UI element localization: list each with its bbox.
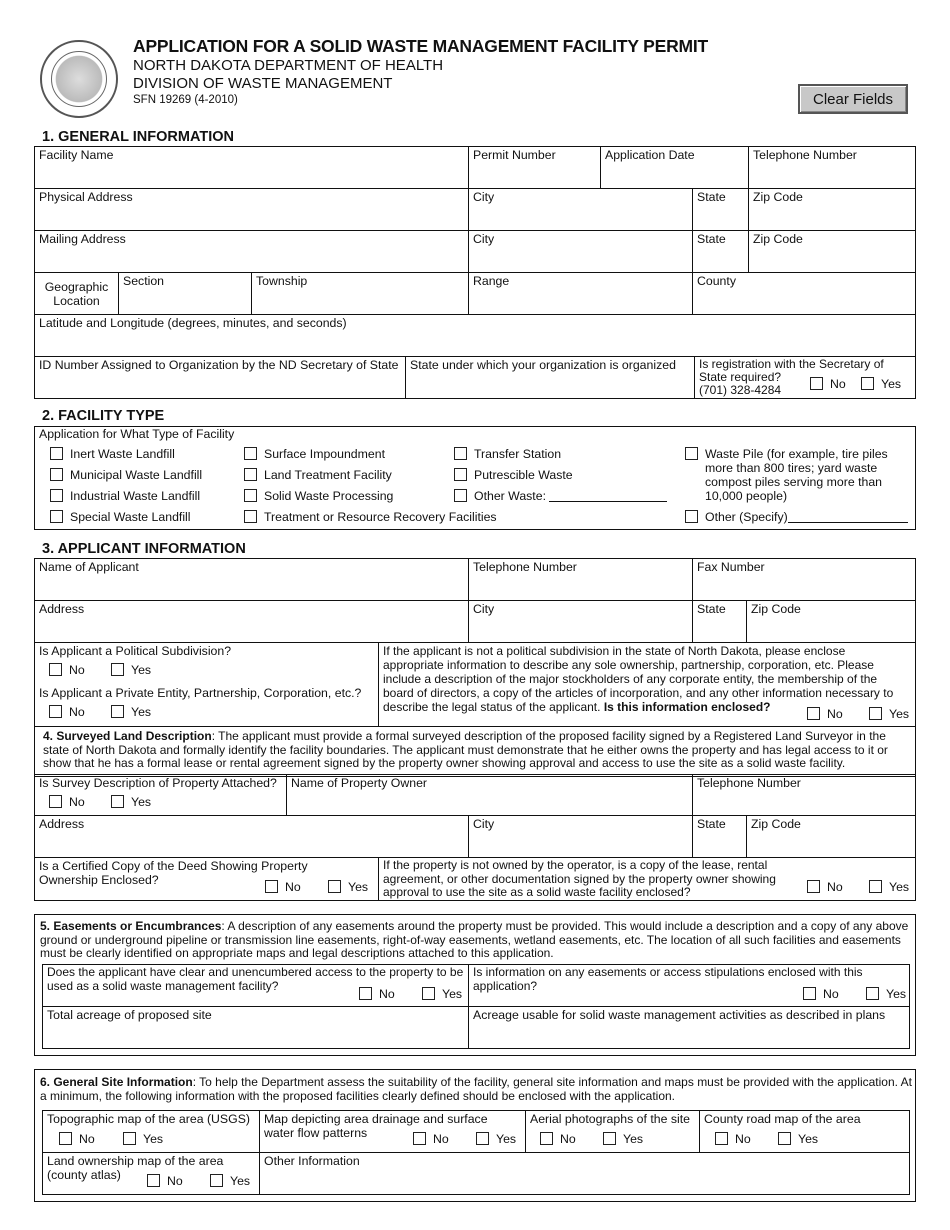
special-waste-landfill-option[interactable]: Special Waste Landfill [50, 510, 191, 524]
other-specify-input[interactable] [788, 522, 908, 523]
checkbox[interactable] [244, 468, 257, 481]
physical-zip-field[interactable]: Zip Code [749, 189, 916, 231]
waste-pile-checkbox-wrap[interactable] [685, 447, 705, 461]
checkbox[interactable] [869, 880, 882, 893]
township-field[interactable]: Township [252, 273, 469, 315]
lease-yes-option[interactable]: Yes [869, 880, 909, 894]
land-own-no-option[interactable]: No [147, 1174, 183, 1188]
info-enclosed-no-option[interactable]: No [807, 707, 843, 721]
form-number: SFN 19269 (4-2010) [133, 94, 238, 106]
other-specify-option[interactable]: Other (Specify) [685, 510, 908, 524]
checkbox[interactable] [123, 1132, 136, 1145]
county-field[interactable]: County [693, 273, 916, 315]
county-road-yes-option[interactable]: Yes [778, 1132, 818, 1146]
property-owner-field[interactable]: Name of Property Owner [287, 774, 693, 816]
clear-fields-button[interactable]: Clear Fields [798, 84, 908, 114]
checkbox[interactable] [413, 1132, 426, 1145]
private-yes-option[interactable]: Yes [111, 705, 151, 719]
drainage-map-question: Map depicting area drainage and surface water flow patterns [260, 1111, 526, 1153]
applicant-information-box [34, 558, 916, 777]
checkbox[interactable] [685, 510, 698, 523]
registration-no-checkbox[interactable] [810, 377, 823, 390]
deed-yes-option[interactable]: Yes [328, 880, 368, 894]
general-information-box [34, 146, 916, 399]
section-2-title: 2. FACILITY TYPE [42, 408, 165, 424]
section-3-title: 3. APPLICANT INFORMATION [42, 541, 246, 557]
total-acreage-field[interactable]: Total acreage of proposed site [43, 1007, 469, 1049]
surface-impoundment-option[interactable]: Surface Impoundment [244, 447, 385, 461]
industrial-waste-landfill-option[interactable]: Industrial Waste Landfill [50, 489, 200, 503]
clear-access-question: Does the applicant have clear and unencumbered access to the property to be used as a solid waste management facility? [43, 965, 469, 1007]
checkbox[interactable] [50, 510, 63, 523]
easements-box [34, 914, 916, 1056]
treatment-resource-recovery-option[interactable]: Treatment or Resource Recovery Facilities [244, 510, 497, 524]
land-own-yes-option[interactable]: Yes [210, 1174, 250, 1188]
solid-waste-processing-option[interactable]: Solid Waste Processing [244, 489, 393, 503]
checkbox[interactable] [359, 987, 372, 1000]
private-entity-question: Is Applicant a Private Entity, Partnership, Corporation, etc.? [35, 685, 379, 727]
private-no-option[interactable]: No [49, 705, 85, 719]
applicant-name-field[interactable]: Name of Applicant [35, 559, 469, 601]
municipal-waste-landfill-option[interactable]: Municipal Waste Landfill [50, 468, 202, 482]
aerial-no-option[interactable]: No [540, 1132, 576, 1146]
state-seal-logo [40, 40, 118, 118]
checkbox[interactable] [49, 705, 62, 718]
checkbox[interactable] [866, 987, 879, 1000]
checkbox[interactable] [476, 1132, 489, 1145]
checkbox[interactable] [803, 987, 816, 1000]
checkbox[interactable] [50, 489, 63, 502]
site-information-description: 6. General Site Information: To help the Department assess the suitability of the facility, general site information and maps must be provided with the application. At a minimum, the following information with the proposed facilities clearly defined should be enclosed with the application. [40, 1075, 912, 1103]
form-title: APPLICATION FOR A SOLID WASTE MANAGEMENT FACILITY PERMIT [133, 36, 709, 56]
checkbox[interactable] [454, 468, 467, 481]
applicant-city-field[interactable]: City [469, 601, 693, 643]
topographic-map-question: Topographic map of the area (USGS) [43, 1111, 260, 1153]
checkbox[interactable] [265, 880, 278, 893]
checkbox[interactable] [49, 795, 62, 808]
mailing-address-field[interactable]: Mailing Address [35, 231, 469, 273]
division-name: DIVISION OF WASTE MANAGEMENT [133, 75, 393, 92]
permit-number-field[interactable]: Permit Number [469, 147, 601, 189]
owner-address-field[interactable]: Address [35, 816, 469, 858]
checkbox[interactable] [49, 663, 62, 676]
checkbox[interactable] [807, 707, 820, 720]
lease-no-option[interactable]: No [807, 880, 843, 894]
land-treatment-facility-option[interactable]: Land Treatment Facility [244, 468, 392, 482]
political-no-option[interactable]: No [49, 663, 85, 677]
owner-city-field[interactable]: City [469, 816, 693, 858]
land-ownership-map-question: Land ownership map of the area (county atlas) [43, 1153, 260, 1195]
easement-yes-option[interactable]: Yes [866, 987, 906, 1001]
access-yes-option[interactable]: Yes [422, 987, 462, 1001]
registration-question: Is registration with the Secretary of State required? (701) 328-4284 [699, 357, 884, 397]
physical-address-field[interactable]: Physical Address [35, 189, 469, 231]
secretary-id-number-field[interactable]: ID Number Assigned to Organization by the ND Secretary of State [35, 357, 406, 399]
info-enclosed-yes-option[interactable]: Yes [869, 707, 909, 721]
waste-pile-checkbox[interactable] [685, 447, 698, 460]
checkbox[interactable] [328, 880, 341, 893]
surveyed-land-description: 4. Surveyed Land Description: The applicant must provide a formal surveyed description of the proposed facility signed by a Registered Land Surveyor in the state of North Dakota and formally identify the facility boundaries. The applicant must demonstrate that he either owns the property and has legal access to it or show that he has a formal lease or rental agreement signed by the property owner showing approval and access to use the site as a solid waste facility. [43, 729, 888, 770]
transfer-station-option[interactable]: Transfer Station [454, 447, 561, 461]
other-waste-input[interactable] [549, 501, 667, 502]
topo-yes-option[interactable]: Yes [123, 1132, 163, 1146]
applicant-telephone-field[interactable]: Telephone Number [469, 559, 693, 601]
applicant-zip-field[interactable]: Zip Code [747, 601, 916, 643]
geographic-location-label: Geographic Location [35, 273, 119, 315]
checkbox[interactable] [715, 1132, 728, 1145]
checkbox[interactable] [50, 447, 63, 460]
legal-status-info: If the applicant is not a political subdivision in the state of North Dakota, please enclose appropriate information to describe any sole ownership, partnership, corporation, etc. Please include a description of the major stockholders of any corporate entity, the membership of the board of directors, a copy of the articles of incorporation, and any other information necessary to describe the legal status of the applicant. Is this information enclosed? [379, 643, 916, 727]
checkbox[interactable] [244, 447, 257, 460]
organization-state-field[interactable]: State under which your organization is organized [406, 357, 695, 399]
site-maps-fields [42, 1110, 910, 1195]
application-date-field[interactable]: Application Date [601, 147, 749, 189]
latitude-longitude-field[interactable]: Latitude and Longitude (degrees, minutes, and seconds) [35, 315, 916, 357]
checkbox[interactable] [603, 1132, 616, 1145]
checkbox[interactable] [778, 1132, 791, 1145]
checkbox[interactable] [454, 447, 467, 460]
checkbox[interactable] [869, 707, 882, 720]
checkbox[interactable] [50, 468, 63, 481]
checkbox[interactable] [540, 1132, 553, 1145]
applicant-state-field[interactable]: State [693, 601, 747, 643]
survey-no-option[interactable]: No [49, 795, 85, 809]
checkbox[interactable] [111, 705, 124, 718]
checkbox[interactable] [454, 489, 467, 502]
usable-acreage-field[interactable]: Acreage usable for solid waste management activities as described in plans [473, 1008, 886, 1022]
inert-waste-landfill-option[interactable]: Inert Waste Landfill [50, 447, 175, 461]
general-site-box [34, 1069, 916, 1202]
other-waste-option[interactable]: Other Waste: [454, 489, 667, 503]
physical-state-field[interactable]: State [693, 189, 749, 231]
aerial-photos-question: Aerial photographs of the site [526, 1111, 700, 1153]
section-field[interactable]: Section [119, 273, 252, 315]
easement-no-option[interactable]: No [803, 987, 839, 1001]
checkbox[interactable] [111, 795, 124, 808]
putrescible-waste-option[interactable]: Putrescible Waste [454, 468, 573, 482]
physical-city-field[interactable]: City [469, 189, 693, 231]
survey-attached-question: Is Survey Description of Property Attached? [35, 774, 287, 816]
property-owner-box [34, 774, 916, 901]
aerial-yes-option[interactable]: Yes [603, 1132, 643, 1146]
checkbox[interactable] [59, 1132, 72, 1145]
applicant-address-field[interactable]: Address [35, 601, 469, 643]
checkbox[interactable] [210, 1174, 223, 1187]
checkbox[interactable] [147, 1174, 160, 1187]
political-yes-option[interactable]: Yes [111, 663, 151, 677]
mailing-city-field[interactable]: City [469, 231, 693, 273]
section-1-title: 1. GENERAL INFORMATION [42, 129, 234, 145]
drainage-no-option[interactable]: No [413, 1132, 449, 1146]
easements-description: 5. Easements or Encumbrances: A description of any easements around the property must be provided. This would include a description and a copy of any above ground or underground pipeline or transmission line easements, right-of-way easements, wetland easements, etc. The location of all such facilities and easements must be clearly identified on appropriate maps and legal descriptions attached to this application. [40, 919, 909, 960]
mailing-zip-field[interactable]: Zip Code [749, 231, 916, 273]
easements-fields [42, 964, 910, 1049]
drainage-yes-option[interactable]: Yes [476, 1132, 516, 1146]
topo-no-option[interactable]: No [59, 1132, 95, 1146]
mailing-state-field[interactable]: State [693, 231, 749, 273]
range-field[interactable]: Range [469, 273, 693, 315]
checkbox[interactable] [111, 663, 124, 676]
telephone-field[interactable]: Telephone Number [749, 147, 916, 189]
registration-no-option[interactable]: No [810, 377, 846, 391]
facility-type-question: Application for What Type of Facility [39, 427, 235, 441]
deed-question: Is a Certified Copy of the Deed Showing Property Ownership Enclosed? [35, 858, 379, 900]
owner-telephone-field[interactable]: Telephone Number [693, 774, 916, 816]
political-subdivision-question: Is Applicant a Political Subdivision? [35, 643, 379, 685]
waste-pile-label: Waste Pile (for example, tire piles more than 800 tires; yard waste compost piles serving more than 10,000 people) [705, 447, 888, 503]
survey-yes-option[interactable]: Yes [111, 795, 151, 809]
owner-zip-field[interactable]: Zip Code [747, 816, 916, 858]
deed-no-option[interactable]: No [265, 880, 301, 894]
checkbox[interactable] [244, 510, 257, 523]
access-no-option[interactable]: No [359, 987, 395, 1001]
department-name: NORTH DAKOTA DEPARTMENT OF HEALTH [133, 57, 444, 74]
county-road-no-option[interactable]: No [715, 1132, 751, 1146]
facility-type-box [34, 426, 916, 530]
checkbox[interactable] [244, 489, 257, 502]
facility-name-field[interactable]: Facility Name [35, 147, 469, 189]
checkbox[interactable] [807, 880, 820, 893]
applicant-fax-field[interactable]: Fax Number [693, 559, 916, 601]
checkbox[interactable] [422, 987, 435, 1000]
easement-info-question: Is information on any easements or access stipulations enclosed with this application? [469, 965, 910, 1007]
registration-yes-option[interactable]: Yes [861, 377, 901, 391]
owner-state-field[interactable]: State [693, 816, 747, 858]
county-road-map-question: County road map of the area [700, 1111, 910, 1153]
lease-question: If the property is not owned by the operator, is a copy of the lease, rental agreement, or other documentation signed by the property owner showing approval to use the site as a solid waste facility enclosed? [383, 858, 776, 899]
registration-yes-checkbox[interactable] [861, 377, 874, 390]
other-information-field[interactable]: Other Information [264, 1154, 360, 1168]
